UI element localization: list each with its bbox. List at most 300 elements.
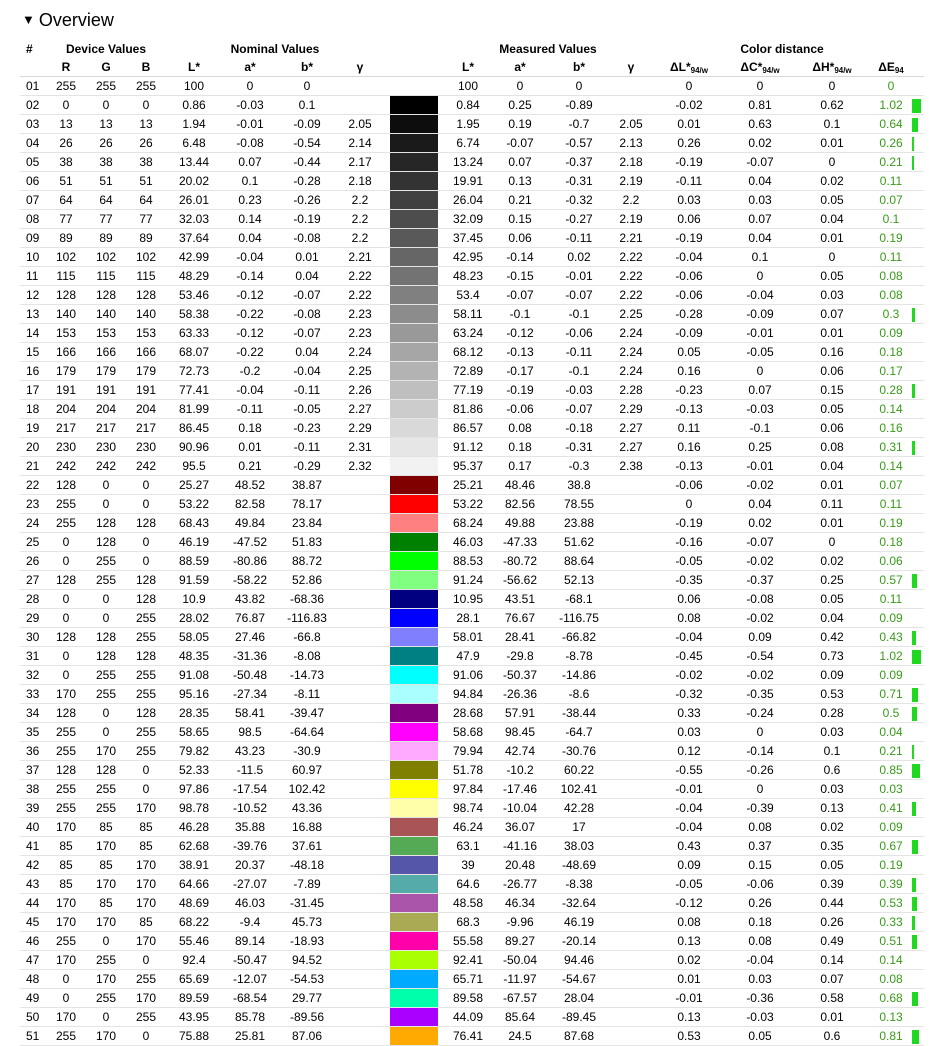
measured-gamma — [610, 96, 652, 115]
device-g: 115 — [96, 269, 116, 283]
delta-c: 0.03 — [748, 972, 772, 986]
color-swatch-fill — [390, 1008, 438, 1026]
measured-l: 13.24 — [452, 155, 484, 169]
nominal-a: -39.76 — [232, 839, 268, 853]
color-swatch-fill — [390, 989, 438, 1007]
patch-id: 17 — [26, 383, 40, 397]
delta-l: -0.16 — [675, 535, 703, 549]
measured-gamma — [610, 77, 652, 96]
delta-e-bar-fill — [912, 384, 915, 398]
color-swatch-fill — [390, 723, 438, 741]
delta-l: -0.06 — [675, 288, 703, 302]
delta-h: 0.02 — [820, 554, 844, 568]
nominal-b: 29.77 — [291, 991, 323, 1005]
delta-e: 0.3 — [882, 307, 900, 321]
device-r: 89 — [59, 231, 73, 245]
delta-h: 0.53 — [820, 687, 844, 701]
nominal-l: 0.86 — [182, 98, 206, 112]
delta-e: 0.06 — [879, 554, 903, 568]
measured-b: -8.78 — [565, 649, 593, 663]
device-g: 179 — [95, 364, 117, 378]
measured-b: -0.89 — [565, 98, 593, 112]
delta-e: 0.17 — [879, 364, 903, 378]
nominal-a: 0.21 — [238, 459, 262, 473]
color-swatch-fill — [390, 647, 438, 665]
measured-b: -38.44 — [561, 706, 597, 720]
nominal-l: 55.46 — [178, 934, 210, 948]
delta-h: 0.09 — [820, 668, 844, 682]
nominal-a: 0.1 — [241, 174, 259, 188]
delta-c: 0.09 — [748, 630, 772, 644]
table-row — [20, 742, 924, 761]
device-g: 128 — [95, 649, 117, 663]
measured-l: 68.3 — [456, 915, 480, 929]
delta-e-bar — [912, 913, 924, 932]
table-row — [20, 1008, 924, 1027]
color-swatch — [384, 780, 444, 799]
measured-gamma — [610, 533, 652, 552]
header-delta-h: $\Delta H*_{94/w}$ — [812, 60, 852, 75]
delta-e-bar-fill — [912, 118, 918, 132]
measured-gamma — [610, 989, 652, 1008]
delta-e-bar — [912, 153, 924, 172]
nominal-l: 58.65 — [178, 725, 210, 739]
header-b: B — [141, 60, 151, 74]
measured-gamma — [610, 799, 652, 818]
delta-e: 0.04 — [879, 725, 903, 739]
delta-l: 0.06 — [677, 212, 701, 226]
nominal-b: -0.11 — [293, 440, 321, 454]
delta-c: -0.1 — [749, 421, 771, 435]
delta-e-bar — [912, 343, 924, 362]
measured-gamma — [610, 628, 652, 647]
device-b: 0 — [142, 782, 150, 796]
patch-id: 29 — [26, 611, 40, 625]
table-row — [20, 951, 924, 970]
measured-a: -0.12 — [506, 326, 534, 340]
device-g: 255 — [95, 953, 117, 967]
device-r: 170 — [55, 1010, 77, 1024]
header-nominal-b: b* — [301, 60, 313, 74]
color-swatch-fill — [390, 970, 438, 988]
patch-id: 51 — [26, 1029, 40, 1043]
delta-h: 0.02 — [820, 820, 844, 834]
nominal-b: 88.72 — [291, 554, 323, 568]
measured-a: 0.21 — [508, 193, 532, 207]
nominal-b: -64.64 — [289, 725, 325, 739]
delta-e: 0.08 — [879, 972, 903, 986]
nominal-gamma — [336, 628, 384, 647]
nominal-b: -0.44 — [293, 155, 321, 169]
device-r: 255 — [55, 497, 77, 511]
measured-gamma — [610, 552, 652, 571]
delta-l: -0.02 — [675, 98, 703, 112]
device-b: 255 — [135, 79, 157, 93]
delta-e-bar-fill — [912, 764, 920, 778]
delta-h: 0.39 — [820, 877, 844, 891]
measured-gamma: 2.28 — [619, 383, 643, 397]
delta-e-bar — [912, 267, 924, 286]
measured-l: 63.24 — [452, 326, 484, 340]
delta-l: -0.01 — [675, 782, 703, 796]
measured-l: 95.37 — [452, 459, 484, 473]
color-swatch — [384, 856, 444, 875]
delta-c: -0.05 — [746, 345, 774, 359]
color-swatch-fill — [390, 134, 438, 152]
delta-e-bar — [912, 989, 924, 1008]
measured-gamma — [610, 742, 652, 761]
nominal-gamma — [336, 571, 384, 590]
measured-a: -10.04 — [502, 801, 538, 815]
patch-id: 15 — [26, 345, 40, 359]
measured-b: 51.62 — [563, 535, 595, 549]
nominal-b: 38.87 — [291, 478, 323, 492]
device-r: 217 — [55, 421, 77, 435]
patch-id: 22 — [26, 478, 40, 492]
measured-a: 0.18 — [508, 440, 532, 454]
device-r: 128 — [55, 706, 77, 720]
device-g: 13 — [99, 117, 113, 131]
device-g: 26 — [99, 136, 113, 150]
nominal-b: -0.28 — [293, 174, 321, 188]
measured-gamma — [610, 875, 652, 894]
device-r: 128 — [55, 763, 77, 777]
measured-a: 0.19 — [508, 117, 532, 131]
delta-l: -0.45 — [675, 649, 703, 663]
table-row — [20, 970, 924, 989]
color-swatch-fill — [390, 457, 438, 475]
device-g: 166 — [95, 345, 117, 359]
delta-l: -0.04 — [675, 801, 703, 815]
nominal-gamma — [336, 742, 384, 761]
measured-a: -67.57 — [502, 991, 538, 1005]
device-g: 191 — [95, 383, 117, 397]
header-measured-values: Measured Values — [499, 42, 597, 56]
measured-b: -116.75 — [559, 611, 599, 625]
device-r: 170 — [55, 915, 77, 929]
measured-b: -54.67 — [561, 972, 597, 986]
nominal-a: 0.07 — [238, 155, 262, 169]
delta-e-bar — [912, 704, 924, 723]
measured-b: -30.76 — [561, 744, 597, 758]
measured-b: -0.32 — [565, 193, 593, 207]
measured-b: 60.22 — [563, 763, 595, 777]
measured-l: 19.91 — [452, 174, 484, 188]
measured-l: 89.58 — [452, 991, 484, 1005]
measured-gamma: 2.19 — [619, 212, 643, 226]
delta-e-bar — [912, 1008, 924, 1027]
measured-a: 0.25 — [508, 98, 532, 112]
delta-h: 0.42 — [820, 630, 844, 644]
nominal-gamma — [336, 704, 384, 723]
nominal-gamma — [336, 552, 384, 571]
color-swatch — [384, 210, 444, 229]
section-title[interactable] — [22, 8, 114, 34]
device-r: 0 — [62, 972, 70, 986]
delta-h: 0.05 — [820, 592, 844, 606]
color-swatch — [384, 172, 444, 191]
nominal-l: 77.41 — [178, 383, 210, 397]
delta-l: -0.06 — [675, 478, 703, 492]
nominal-b: -0.19 — [293, 212, 321, 226]
color-swatch — [384, 875, 444, 894]
color-swatch — [384, 970, 444, 989]
nominal-a: 58.41 — [234, 706, 266, 720]
nominal-l: 6.48 — [182, 136, 206, 150]
device-b: 89 — [139, 231, 153, 245]
delta-e: 0.07 — [879, 478, 903, 492]
table-row — [20, 134, 924, 153]
measured-gamma — [610, 837, 652, 856]
delta-c: -0.02 — [746, 611, 774, 625]
measured-l: 53.22 — [452, 497, 484, 511]
patch-id: 11 — [26, 269, 39, 283]
nominal-b: 0.1 — [298, 98, 316, 112]
nominal-l: 68.22 — [178, 915, 210, 929]
table-row — [20, 229, 924, 248]
header-nominal-gamma: γ — [356, 60, 364, 74]
measured-gamma — [610, 723, 652, 742]
color-swatch-fill — [390, 324, 438, 342]
patch-id: 30 — [26, 630, 40, 644]
device-b: 255 — [135, 744, 157, 758]
table-row — [20, 590, 924, 609]
nominal-a: -31.36 — [232, 649, 268, 663]
collapse-triangle-icon[interactable]: ▼ — [22, 12, 35, 27]
delta-e: 0.09 — [879, 820, 903, 834]
measured-b: -0.31 — [565, 174, 593, 188]
measured-gamma — [610, 571, 652, 590]
delta-e-bar — [912, 381, 924, 400]
measured-gamma: 2.13 — [619, 136, 643, 150]
device-r: 13 — [59, 117, 73, 131]
nominal-a: -0.14 — [236, 269, 264, 283]
delta-l: -0.04 — [675, 820, 703, 834]
measured-b: -0.07 — [565, 402, 593, 416]
measured-gamma — [610, 951, 652, 970]
delta-l: -0.04 — [675, 250, 703, 264]
nominal-l: 46.19 — [178, 535, 210, 549]
nominal-l: 48.69 — [178, 896, 210, 910]
delta-e-bar — [912, 818, 924, 837]
device-g: 0 — [102, 934, 110, 948]
delta-e: 0.11 — [879, 592, 903, 606]
measured-gamma — [610, 970, 652, 989]
color-swatch — [384, 913, 444, 932]
delta-l: -0.19 — [675, 231, 703, 245]
device-b: 255 — [135, 668, 157, 682]
delta-c: 0.04 — [748, 497, 772, 511]
delta-h: 0.01 — [820, 231, 844, 245]
delta-h: 0.58 — [820, 991, 844, 1005]
delta-e-bar — [912, 248, 924, 267]
delta-h: 0.26 — [820, 915, 844, 929]
device-b: 128 — [135, 706, 157, 720]
device-r: 77 — [59, 212, 73, 226]
color-swatch-fill — [390, 305, 438, 323]
measured-l: 32.09 — [452, 212, 484, 226]
delta-l: -0.02 — [675, 668, 703, 682]
delta-l: 0.16 — [677, 440, 701, 454]
measured-a: 0.15 — [508, 212, 532, 226]
color-swatch-fill — [390, 514, 438, 532]
nominal-b: 52.86 — [291, 573, 323, 587]
device-r: 242 — [55, 459, 77, 473]
patch-id: 08 — [26, 212, 40, 226]
color-swatch — [384, 685, 444, 704]
color-swatch-fill — [390, 799, 438, 817]
delta-e-bar — [912, 780, 924, 799]
nominal-l: 62.68 — [178, 839, 210, 853]
measured-b: 78.55 — [563, 497, 595, 511]
nominal-l: 68.43 — [178, 516, 210, 530]
nominal-b: 45.73 — [291, 915, 323, 929]
delta-e: 0.16 — [879, 421, 903, 435]
measured-b: 0.02 — [567, 250, 591, 264]
nominal-l: 75.88 — [178, 1029, 210, 1043]
device-r: 128 — [55, 478, 77, 492]
color-swatch — [384, 647, 444, 666]
table-row — [20, 343, 924, 362]
device-g: 170 — [95, 1029, 117, 1043]
color-swatch-fill — [390, 628, 438, 646]
measured-a: 0.07 — [508, 155, 532, 169]
delta-c: 0.05 — [748, 1029, 772, 1043]
measured-l: 1.95 — [456, 117, 480, 131]
patch-id: 45 — [26, 915, 40, 929]
nominal-b: -30.9 — [293, 744, 321, 758]
measured-a: -50.04 — [502, 953, 538, 967]
delta-c: -0.09 — [746, 307, 774, 321]
delta-e: 0.41 — [879, 801, 903, 815]
delta-e-bar — [912, 495, 924, 514]
delta-c: 0.02 — [748, 516, 772, 530]
color-swatch — [384, 799, 444, 818]
nominal-l: 92.4 — [182, 953, 206, 967]
nominal-a: 0 — [246, 79, 254, 93]
delta-e: 0.18 — [879, 535, 903, 549]
measured-a: -29.8 — [506, 649, 534, 663]
delta-e: 0.57 — [879, 573, 903, 587]
measured-l: 55.58 — [452, 934, 484, 948]
table-row — [20, 286, 924, 305]
table-row — [20, 818, 924, 837]
patch-id: 18 — [26, 402, 40, 416]
patch-id: 47 — [26, 953, 40, 967]
delta-c: -0.01 — [746, 326, 774, 340]
nominal-l: 58.38 — [178, 307, 210, 321]
color-swatch-fill — [390, 666, 438, 684]
nominal-l: 25.27 — [178, 478, 210, 492]
delta-e: 0.19 — [879, 858, 903, 872]
color-swatch — [384, 115, 444, 134]
header-measured-a: a* — [514, 60, 526, 74]
measured-a: 49.88 — [504, 516, 536, 530]
measured-b: 42.28 — [563, 801, 595, 815]
device-b: 0 — [142, 535, 150, 549]
delta-e-bar-fill — [912, 916, 915, 930]
nominal-l: 89.59 — [178, 991, 210, 1005]
delta-h: 0.06 — [820, 421, 844, 435]
measured-a: 0.13 — [508, 174, 532, 188]
nominal-a: 25.81 — [234, 1029, 266, 1043]
delta-c: 0.08 — [748, 934, 772, 948]
delta-l: -0.05 — [675, 554, 703, 568]
delta-l: 0.03 — [677, 725, 701, 739]
delta-l: 0.12 — [677, 744, 701, 758]
measured-gamma — [610, 476, 652, 495]
color-swatch — [384, 495, 444, 514]
color-swatch-fill — [390, 552, 438, 570]
measured-gamma: 2.25 — [619, 307, 643, 321]
nominal-b: -31.45 — [289, 896, 325, 910]
patch-id: 09 — [26, 231, 40, 245]
color-swatch — [384, 590, 444, 609]
measured-gamma: 2.24 — [619, 364, 643, 378]
device-g: 128 — [95, 516, 117, 530]
measurement-table — [20, 40, 924, 1046]
nominal-a: -50.48 — [232, 668, 268, 682]
color-swatch-fill — [390, 96, 438, 114]
measured-l: 58.11 — [453, 307, 483, 321]
measured-l: 46.24 — [452, 820, 484, 834]
color-swatch — [384, 96, 444, 115]
color-swatch — [384, 286, 444, 305]
nominal-gamma: 2.23 — [348, 326, 372, 340]
nominal-a: -50.47 — [232, 953, 268, 967]
device-r: 26 — [59, 136, 73, 150]
delta-h: 0 — [828, 535, 836, 549]
measured-l: 47.9 — [456, 649, 480, 663]
delta-e: 0.13 — [879, 1010, 903, 1024]
table-row — [20, 362, 924, 381]
delta-e-bar — [912, 419, 924, 438]
delta-c: -0.54 — [746, 649, 774, 663]
patch-id: 04 — [26, 136, 40, 150]
delta-h: 0.01 — [820, 478, 844, 492]
delta-l: -0.19 — [675, 155, 703, 169]
device-r: 170 — [55, 687, 77, 701]
nominal-a: 49.84 — [234, 516, 266, 530]
patch-id: 28 — [26, 592, 40, 606]
delta-e-bar — [912, 590, 924, 609]
color-swatch-fill — [390, 761, 438, 779]
color-swatch-fill — [390, 704, 438, 722]
color-swatch-fill — [390, 419, 438, 437]
measured-l: 72.89 — [452, 364, 484, 378]
delta-h: 0.11 — [820, 497, 844, 511]
table-row — [20, 647, 924, 666]
measured-b: 23.88 — [563, 516, 595, 530]
table-row — [20, 533, 924, 552]
nominal-l: 64.66 — [178, 877, 210, 891]
measured-b: 46.19 — [563, 915, 595, 929]
color-swatch — [384, 229, 444, 248]
delta-e-bar — [912, 761, 924, 780]
delta-h: 0.01 — [820, 326, 844, 340]
device-r: 170 — [55, 953, 77, 967]
nominal-l: 90.96 — [178, 440, 210, 454]
color-swatch-fill — [390, 742, 438, 760]
nominal-gamma — [336, 913, 384, 932]
nominal-a: 98.5 — [238, 725, 262, 739]
measured-a: -80.72 — [502, 554, 538, 568]
color-swatch — [384, 438, 444, 457]
device-r: 128 — [55, 288, 77, 302]
delta-c: 0 — [756, 725, 764, 739]
delta-e: 0.09 — [879, 326, 903, 340]
device-g: 0 — [102, 478, 110, 492]
